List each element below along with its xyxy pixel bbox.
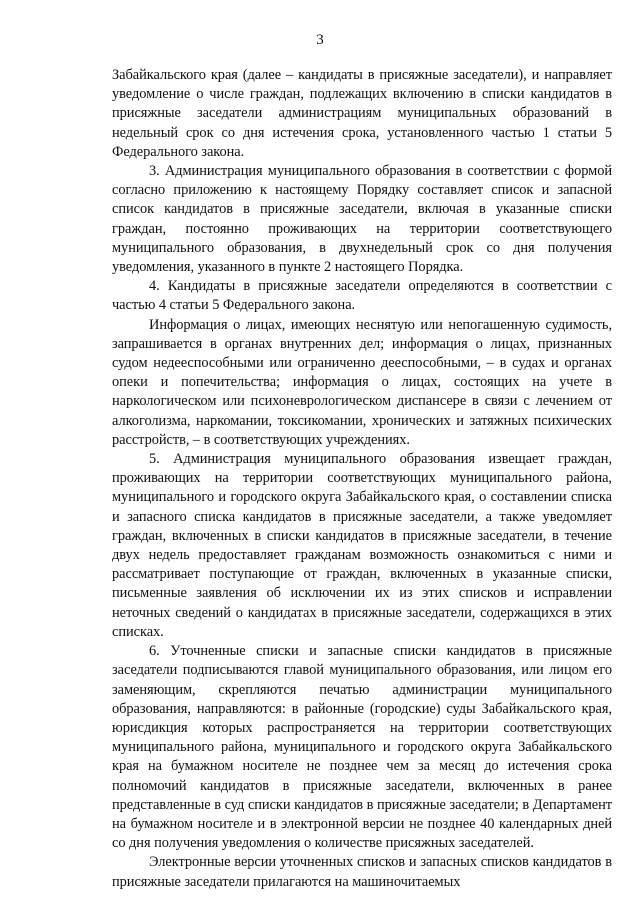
paragraph-criminal-record-info: Информация о лицах, имеющих неснятую или непогашенную судимость, запрашивается в органах внутренних дел; информация о лицах, признанных судом недееспособными или ограниченно дееспособными, – в судах и органах опеки и попечительства; информация о лицах, состоящих на учете в наркологическом или психоневрологическом диспансере в связи с лечением от алкоголизма, наркомании, токсикомании, хронических и затяжных психических расстройств, – в соответствующих учреждениях. xyxy=(112,316,612,448)
document-body xyxy=(112,66,612,892)
paragraph-item-6: 6. Уточненные списки и запасные списки кандидатов в присяжные заседатели подписываются главой муниципального образования, или лицом его заменяющим, скрепляются печатью администрации муниципального образования, направляются: в районные (городские) суды Забайкальского края, юрисдикция которых распространяется на территории соответствующих муниципального района, муниципального и городского округа Забайкальского края на бумажном носителе не позднее чем за месяц до истечения срока полномочий кандидатов в присяжные заседатели, включенных в ранее представленные в суд списки кандидатов в присяжные заседатели; в Департамент на бумажном носителе и в электронной версии не позднее 40 календарных дней со дня получения уведомления о количестве присяжных заседателей. xyxy=(112,643,612,852)
paragraph-electronic-versions: Электронные версии уточненных списков и запасных списков кандидатов в присяжные заседатели прилагаются на машиночитаемых xyxy=(112,854,612,890)
paragraph-continuation: Забайкальского края (далее – кандидаты в присяжные заседатели), и направляет уведомление о числе граждан, подлежащих включению в списки кандидатов в присяжные заседатели администрациям муниципальных образований в недельный срок со дня истечения срока, установленного частью 1 статьи 5 Федерального закона. xyxy=(112,67,612,160)
paragraph-item-3: 3. Администрация муниципального образования в соответствии с формой согласно приложению к настоящему Порядку составляет список и запасной список кандидатов в присяжные заседатели, включая в указанные списки граждан, постоянно проживающих на территории соответствующего муниципального образования, в двухнедельный срок со дня получения уведомления, указанного в пункте 2 настоящего Порядка. xyxy=(112,163,612,276)
paragraph-item-5: 5. Администрация муниципального образования извещает граждан, проживающих на территории соответствующих муниципального района, муниципального и городского округа Забайкальского края, о составлении списка и запасного списка кандидатов в присяжные заседатели, а также уведомляет граждан, включенных в списки кандидатов в присяжные заседатели, в течение двух недель предоставляет гражданам возможность ознакомиться с ними и рассматривает поступающие от граждан, включенных в указанные списки, письменные заявления об исключении их из этих списков и исправлении неточных сведений о кандидатах в присяжные заседатели, содержащихся в этих списках. xyxy=(112,451,612,640)
page-number: 3 xyxy=(316,32,324,48)
paragraph-item-4: 4. Кандидаты в присяжные заседатели определяются в соответствии с частью 4 статьи 5 Федерального закона. xyxy=(112,278,612,314)
